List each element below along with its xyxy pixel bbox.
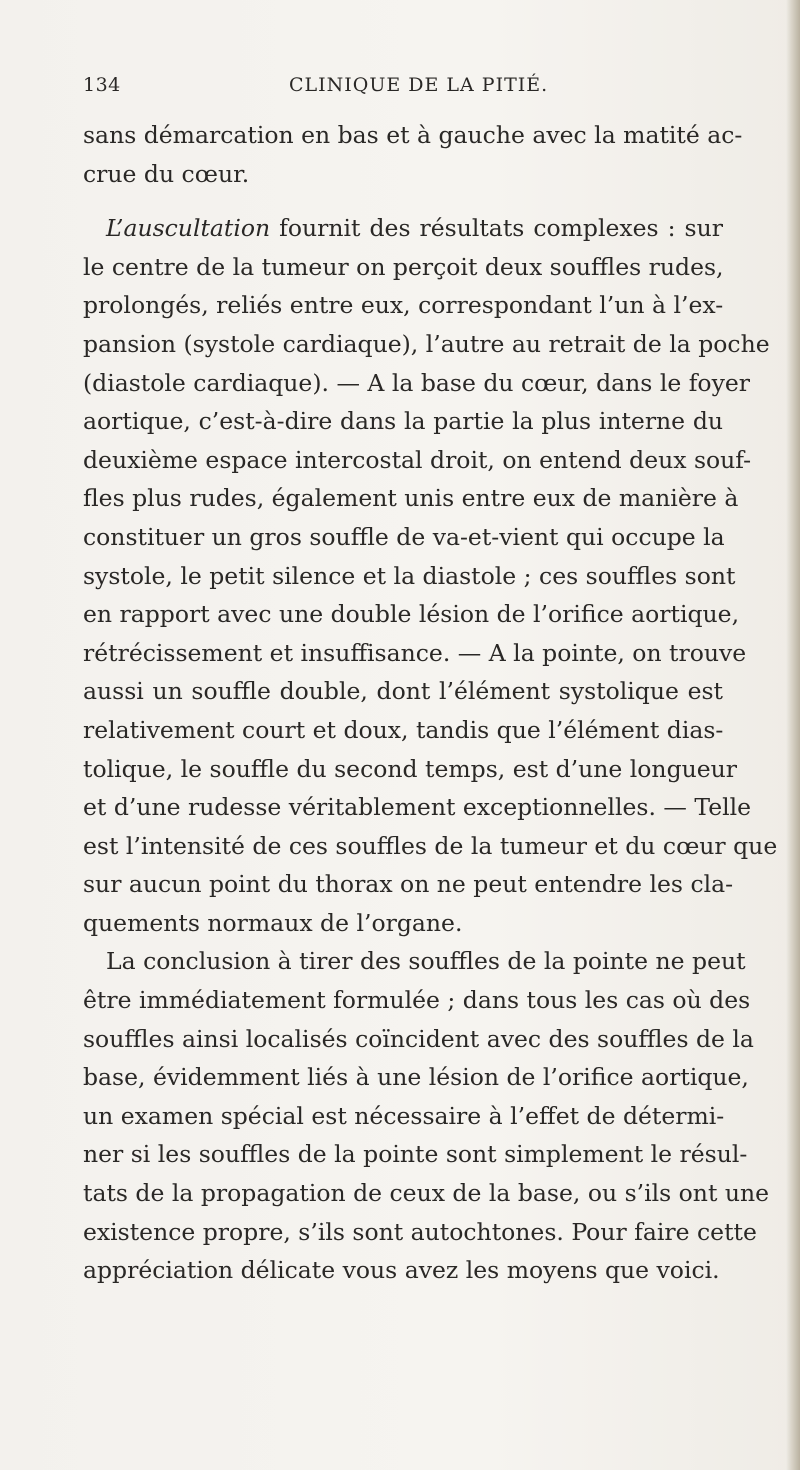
text-line: tats de la propagation de ceux de la base, ou s’ils ont une	[83, 1179, 770, 1208]
text-line: en rapport avec une double lésion de l’orifice aortique,	[83, 600, 740, 629]
text-line: systole, le petit silence et la diastole ; ces souffles sont	[83, 561, 736, 590]
text-line: crue du cœur.	[83, 159, 250, 188]
text-line: constituer un gros souffle de va-et-vient qui occupe la	[83, 522, 725, 551]
text-line: relativement court et doux, tandis que l’élément dias-	[83, 715, 724, 744]
text-line: ner si les souffles de la pointe sont simplement le résul-	[83, 1140, 748, 1169]
text-line: être immédiatement formulée ; dans tous les cas où des	[83, 986, 751, 1015]
text-line: aortique, c’est-à-dire dans la partie la plus interne du	[83, 407, 723, 436]
page-edge-shadow	[786, 0, 800, 1470]
text-line: et d’une rudesse véritablement exceptionnelles. — Telle	[83, 793, 752, 822]
text-line: sans démarcation en bas et à gauche avec la matité ac-	[83, 121, 743, 149]
body-text	[83, 116, 778, 1290]
page-header	[83, 74, 723, 104]
text-line: aussi un souffle double, dont l’élément systolique est	[83, 677, 723, 706]
running-title: CLINIQUE DE LA PITIÉ.	[289, 74, 549, 96]
text-line: fles plus rudes, également unis entre eux de manière à	[83, 484, 739, 513]
text-line: pansion (systole cardiaque), l’autre au retrait de la poche	[83, 329, 770, 358]
text-line: sur aucun point du thorax on ne peut entendre les cla-	[83, 870, 734, 899]
text-line: La conclusion à tirer des souffles de la pointe ne peut	[106, 947, 746, 976]
text-line: (diastole cardiaque). — A la base du cœur, dans le foyer	[83, 368, 750, 397]
text-line: un examen spécial est nécessaire à l’effet de détermi-	[83, 1101, 725, 1130]
text-line: le centre de la tumeur on perçoit deux souffles rudes,	[83, 252, 724, 281]
text-line: est l’intensité de ces souffles de la tumeur et du cœur que	[83, 831, 778, 860]
text-line: souffles ainsi localisés coïncident avec des souffles de la	[83, 1024, 754, 1053]
text-line: tolique, le souffle du second temps, est d’une longueur	[83, 754, 738, 783]
text-line: rétrécissement et insuffisance. — A la pointe, on trouve	[83, 638, 747, 667]
text-line: deuxième espace intercostal droit, on entend deux souf-	[83, 445, 752, 474]
text-line: quements normaux de l’organe.	[83, 908, 463, 937]
text-line: existence propre, s’ils sont autochtones. Pour faire cette	[83, 1217, 757, 1246]
paragraph-gap	[83, 193, 723, 209]
page-number: 134	[83, 74, 121, 96]
text-line: base, évidemment liés à une lésion de l’orifice aortique,	[83, 1063, 749, 1092]
text-line: prolongés, reliés entre eux, correspondant l’un à l’ex-	[83, 291, 724, 320]
text-line	[83, 209, 723, 248]
italic-term: L’auscultation	[106, 214, 271, 243]
text-line-rest: fournit des résultats complexes : sur	[279, 214, 723, 243]
text-line: appréciation délicate vous avez les moyens que voici.	[83, 1256, 720, 1285]
